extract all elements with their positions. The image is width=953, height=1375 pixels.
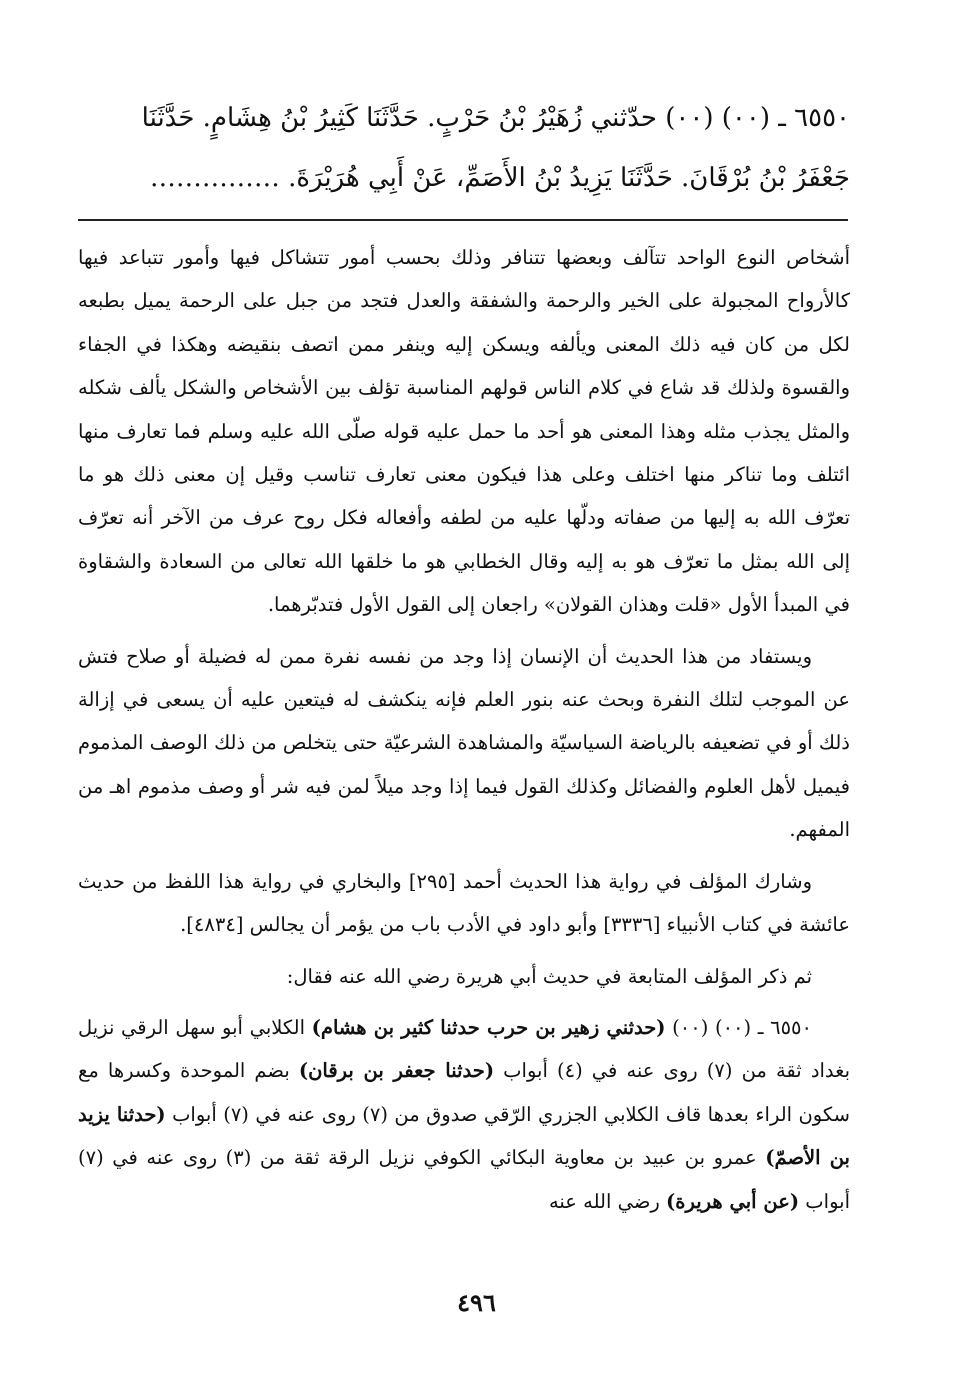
chain-quote-2: (حدثنا جعفر بن برقان) — [298, 1059, 495, 1083]
chain-note-4: رضي الله عنه — [548, 1189, 667, 1213]
commentary-paragraph-2: ويستفاد من هذا الحديث أن الإنسان إذا وجد من نفسه نفرة ممن له فضيلة أو صلاح فتش عن الموجب لتلك النفرة وبحث عنه بنور العلم فإنه ينكشف له فيتعين عليه أن يسعى في إزالة ذلك أو في تضعيفه بالرياضة السياسيّة والمشاهدة الشرعيّة حتى يتخلص من ذلك الوصف المذموم فيميل لأهل العلوم والفضائل وكذلك القول فيما إذا وجد ميلاً لمن فيه شر أو وصف مذموم اهـ من المفهم. — [78, 644, 850, 842]
chain-quote-4: (عن أبي هريرة) — [666, 1189, 800, 1213]
page-number: ٤٩٦ — [457, 1288, 496, 1317]
separator-rule — [78, 219, 848, 221]
commentary-paragraph-5 — [78, 1006, 850, 1223]
hadith-matn — [78, 88, 850, 208]
commentary-paragraph-4: ثم ذكر المؤلف المتابعة في حديث أبي هريرة رضي الله عنه فقال: — [286, 964, 812, 988]
chain-quote-1: (حدثني زهير بن حرب حدثنا كثير بن هشام) — [311, 1015, 666, 1039]
chain-note-3: عمرو بن عبيد بن معاوية البكائي الكوفي نزيل الرقة ثقة من (٣) روى عنه في (٧) أبواب — [78, 1146, 850, 1213]
chain-number: ٦٥٥٠ ـ (٠٠) (٠٠) — [665, 1015, 813, 1039]
hadith-line-1: ٦٥٥٠ ـ (٠٠) (٠٠) حدّثني زُهَيْرُ بْنُ حَرْبٍ. حَدَّثَنَا كَثِيرُ بْنُ هِشَامٍ. حَدَّثَنَا — [141, 103, 850, 133]
hadith-line-2: جَعْفَرُ بْنُ بُرْقَانَ. حَدَّثَنَا يَزِيدُ بْنُ الأَصَمِّ، عَنْ أَبِي هُرَيْرَةَ. …………… — [149, 163, 850, 193]
chain-quote-3: (حدثنا يزيد بن الأصمّ) — [78, 1102, 850, 1170]
chain-note-2: بضم الموحدة وكسرها مع سكون الراء بعدها قاف الكلابي الجزري الرّقي صدوق من (٧) روى عنه في (٧) أبواب — [78, 1059, 850, 1126]
commentary — [78, 236, 850, 1223]
commentary-paragraph-3: وشارك المؤلف في رواية هذا الحديث أحمد [٢٩٥] والبخاري في رواية هذا اللفظ من حديث عائشة في كتاب الأنبياء [٣٣٣٦] وأبو داود في الأدب باب من يؤمر أن يجالس [٤٨٣٤]. — [78, 869, 850, 937]
commentary-paragraph-1: أشخاص النوع الواحد تتآلف وبعضها تتنافر وذلك بحسب أمور تتشاكل فيها وأمور تتباعد فيها كالأرواح المجبولة على الخير والرحمة والشفقة والعدل فتجد من جبل على الرحمة يميل بطبعه لكل من كان فيه ذلك المعنى ويألفه ويسكن إليه وينفر ممن اتصف بنقيضه وهكذا في الجفاء والقسوة ولذلك قد شاع في كلام الناس قولهم المناسبة تؤلف بين الأشخاص والشكل يألف شكله والمثل يجذب مثله وهذا المعنى هو أحد ما حمل عليه قوله صلّى الله عليه وسلم فما تعارف منها ائتلف وما تناكر منها اختلف وعلى هذا فيكون معنى تعارف تناسب وقيل إن معنى ذلك هو ما تعرّف الله به إليها من صفاته ودلّها عليه من لطفه وأفعاله فكل روح عرف من الآخر أنه تعرّف إلى الله بمثل ما تعرّف هو به إليه وقال الخطابي هو ما خلقها الله تعالى من السعادة والشقاوة في المبدأ الأول «قلت وهذان القولان» راجعان إلى القول الأول فتدبّرهما. — [78, 246, 850, 617]
chain-note-1: الكلابي أبو سهل الرقي نزيل بغداد ثقة من (٧) روى عنه في (٤) أبواب — [78, 1015, 850, 1083]
